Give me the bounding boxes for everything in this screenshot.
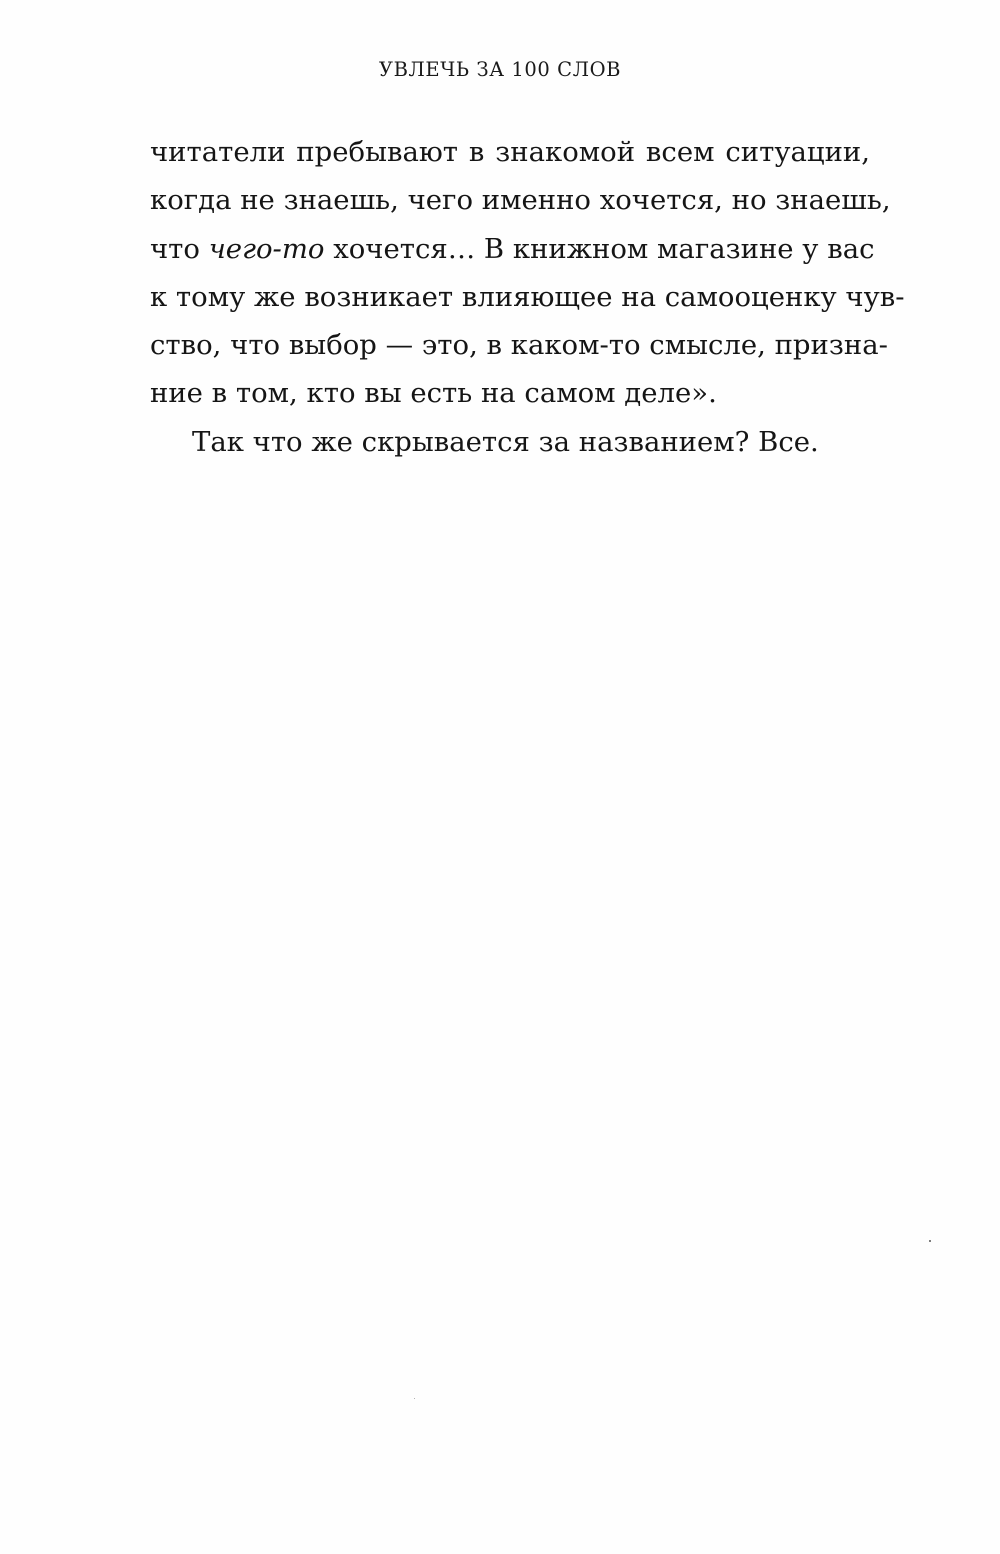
text-line: читатели пребывают в знакомой всем ситуации, <box>150 136 870 168</box>
text-run: хочется… В книжном магазине у вас <box>324 232 875 265</box>
running-header: УВЛЕЧЬ ЗА 100 СЛОВ <box>378 58 622 81</box>
body-text <box>150 128 905 466</box>
text-line: ство, что выбор — это, в каком-то смысле, призна- <box>150 329 888 362</box>
text-line: когда не знаешь, чего именно хочется, но знаешь, <box>150 184 891 217</box>
paragraph <box>150 128 905 418</box>
text-line: Так что же скрывается за названием? Все. <box>192 425 819 458</box>
text-line: ние в том, кто вы есть на самом деле». <box>150 377 717 410</box>
paragraph <box>150 418 870 466</box>
text-line: к тому же возникает влияющее на самооценку чув- <box>150 280 905 313</box>
text-line <box>150 225 875 273</box>
print-speck <box>929 1240 931 1242</box>
italic-emphasis: чего-то <box>208 232 325 265</box>
text-run: что <box>150 232 209 265</box>
print-speck <box>414 1398 415 1399</box>
